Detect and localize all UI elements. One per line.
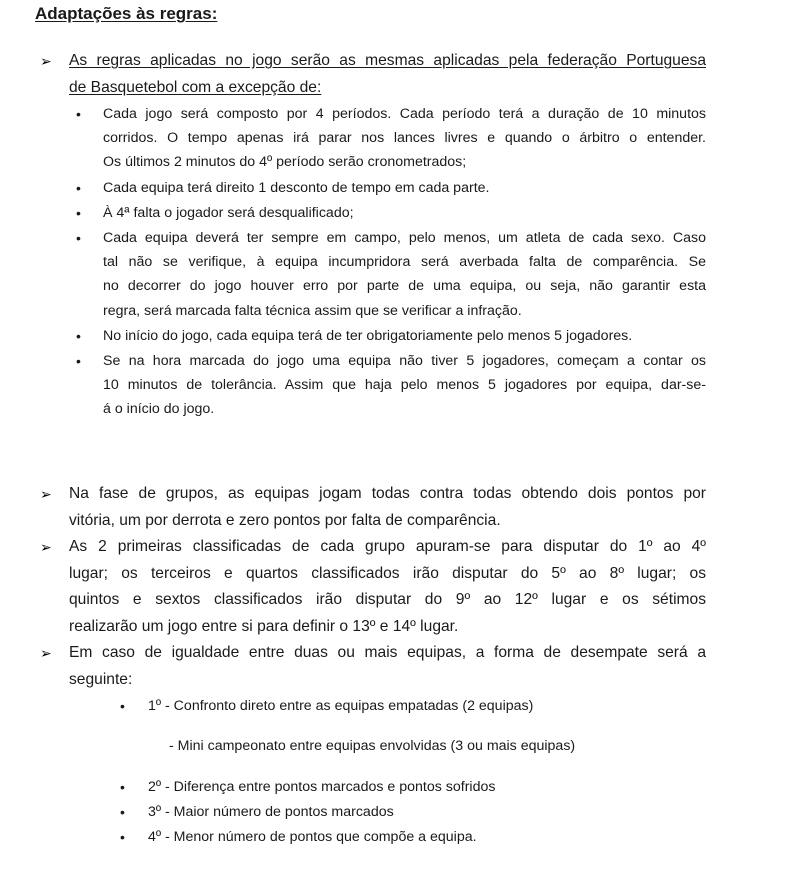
arrow-bullet-icon: ➢ — [40, 539, 52, 555]
paragraph-line: seguinte: — [69, 670, 133, 688]
group-phase-paragraph — [69, 481, 706, 534]
tiebreak-criterion-text: 2º - Diferença entre pontos marcados e pontos sofridos — [148, 779, 496, 795]
tiebreak-sub-note-text: - Mini campeonato entre equipas envolvidas (3 ou mais equipas) — [169, 738, 576, 754]
rules-intro-line: de Basquetebol com a excepção de: — [69, 78, 322, 96]
list-item-line: á o início do jogo. — [103, 401, 215, 418]
paragraph-line: As 2 primeiras classificadas de cada grupo apuram-se para disputar do 1º ao 4º — [69, 538, 706, 555]
paragraph-line: quintos e sextos classificados irão disputar do 9º ao 12º lugar e os sétimos — [69, 591, 706, 608]
bullet-dot-icon: • — [76, 180, 81, 196]
page-title: Adaptações às regras: — [35, 4, 218, 23]
tiebreak-criterion-text: 1º - Confronto direto entre as equipas empatadas (2 equipas) — [148, 698, 534, 714]
list-item-line: No início do jogo, cada equipa terá de ter obrigatoriamente pelo menos 5 jogadores. — [103, 328, 633, 344]
tiebreak-criterion-text: 3º - Maior número de pontos marcados — [148, 804, 394, 820]
tiebreak-paragraph — [69, 640, 706, 693]
list-item-line: tal não se verifique, à equipa incumpridora será averbada falta de comparência. Se — [103, 254, 706, 271]
classification-paragraph — [69, 534, 706, 640]
list-item-line: 10 minutos de tolerância. Assim que haja pelo menos 5 jogadores por equipa, dar-se- — [103, 377, 706, 394]
bullet-dot-icon: • — [76, 230, 81, 246]
tiebreak-criterion — [148, 775, 495, 799]
tiebreak-criterion — [148, 825, 477, 849]
paragraph-line: lugar; os terceiros e quartos classificados irão disputar do 5º ao 8º lugar; os — [69, 564, 706, 582]
list-item-line: Se na hora marcada do jogo uma equipa não tiver 5 jogadores, começam a contar os — [103, 353, 706, 369]
bullet-dot-icon: • — [120, 698, 125, 714]
bullet-dot-icon: • — [76, 205, 81, 221]
paragraph-line: vitória, um por derrota e zero pontos por falta de comparência. — [69, 511, 501, 529]
list-item — [103, 201, 706, 225]
bullet-dot-icon: • — [76, 328, 81, 344]
bullet-dot-icon: • — [120, 829, 125, 845]
list-item — [103, 349, 706, 422]
list-item-line: Cada equipa deverá ter sempre em campo, pelo menos, um atleta de cada sexo. Caso — [103, 230, 706, 246]
bullet-dot-icon: • — [120, 779, 125, 795]
list-item — [103, 226, 706, 323]
list-item-line: Cada jogo será composto por 4 períodos. Cada período terá a duração de 10 minutos — [103, 106, 706, 122]
list-item-line: Os últimos 2 minutos do 4º período serão cronometrados; — [103, 154, 467, 171]
paragraph-line: realizarão um jogo entre si para definir o 13º e 14º lugar. — [69, 617, 459, 635]
list-item-line: Cada equipa terá direito 1 desconto de tempo em cada parte. — [103, 180, 490, 196]
tiebreak-criterion-text: 4º - Menor número de pontos que compõe a equipa. — [148, 829, 477, 845]
tiebreak-sub-note — [169, 734, 575, 758]
bullet-dot-icon: • — [120, 804, 125, 820]
tiebreak-criterion — [148, 694, 533, 718]
list-item — [103, 176, 706, 200]
rules-intro-line: As regras aplicadas no jogo serão as mesmas aplicadas pela federação Portuguesa — [69, 52, 706, 69]
paragraph-line: Em caso de igualdade entre duas ou mais equipas, a forma de desempate será a — [69, 644, 706, 661]
arrow-bullet-icon: ➢ — [40, 645, 52, 661]
list-item — [103, 102, 706, 175]
rules-intro — [69, 48, 706, 101]
tiebreak-criterion — [148, 800, 394, 824]
arrow-bullet-icon: ➢ — [40, 53, 52, 69]
list-item — [103, 324, 706, 348]
bullet-dot-icon: • — [76, 106, 81, 122]
list-item-line: À 4ª falta o jogador será desqualificado; — [103, 205, 354, 221]
paragraph-line: Na fase de grupos, as equipas jogam todas contra todas obtendo dois pontos por — [69, 485, 706, 502]
list-item-line: regra, será marcada falta técnica assim que se verificar a infração. — [103, 302, 522, 319]
bullet-dot-icon: • — [76, 353, 81, 369]
arrow-bullet-icon: ➢ — [40, 486, 52, 502]
list-item-line: corridos. O tempo apenas irá parar nos lances livres e quando o árbitro o entender. — [103, 130, 706, 147]
list-item-line: no decorrer do jogo houver erro por parte de uma equipa, ou seja, não garantir esta — [103, 278, 706, 295]
